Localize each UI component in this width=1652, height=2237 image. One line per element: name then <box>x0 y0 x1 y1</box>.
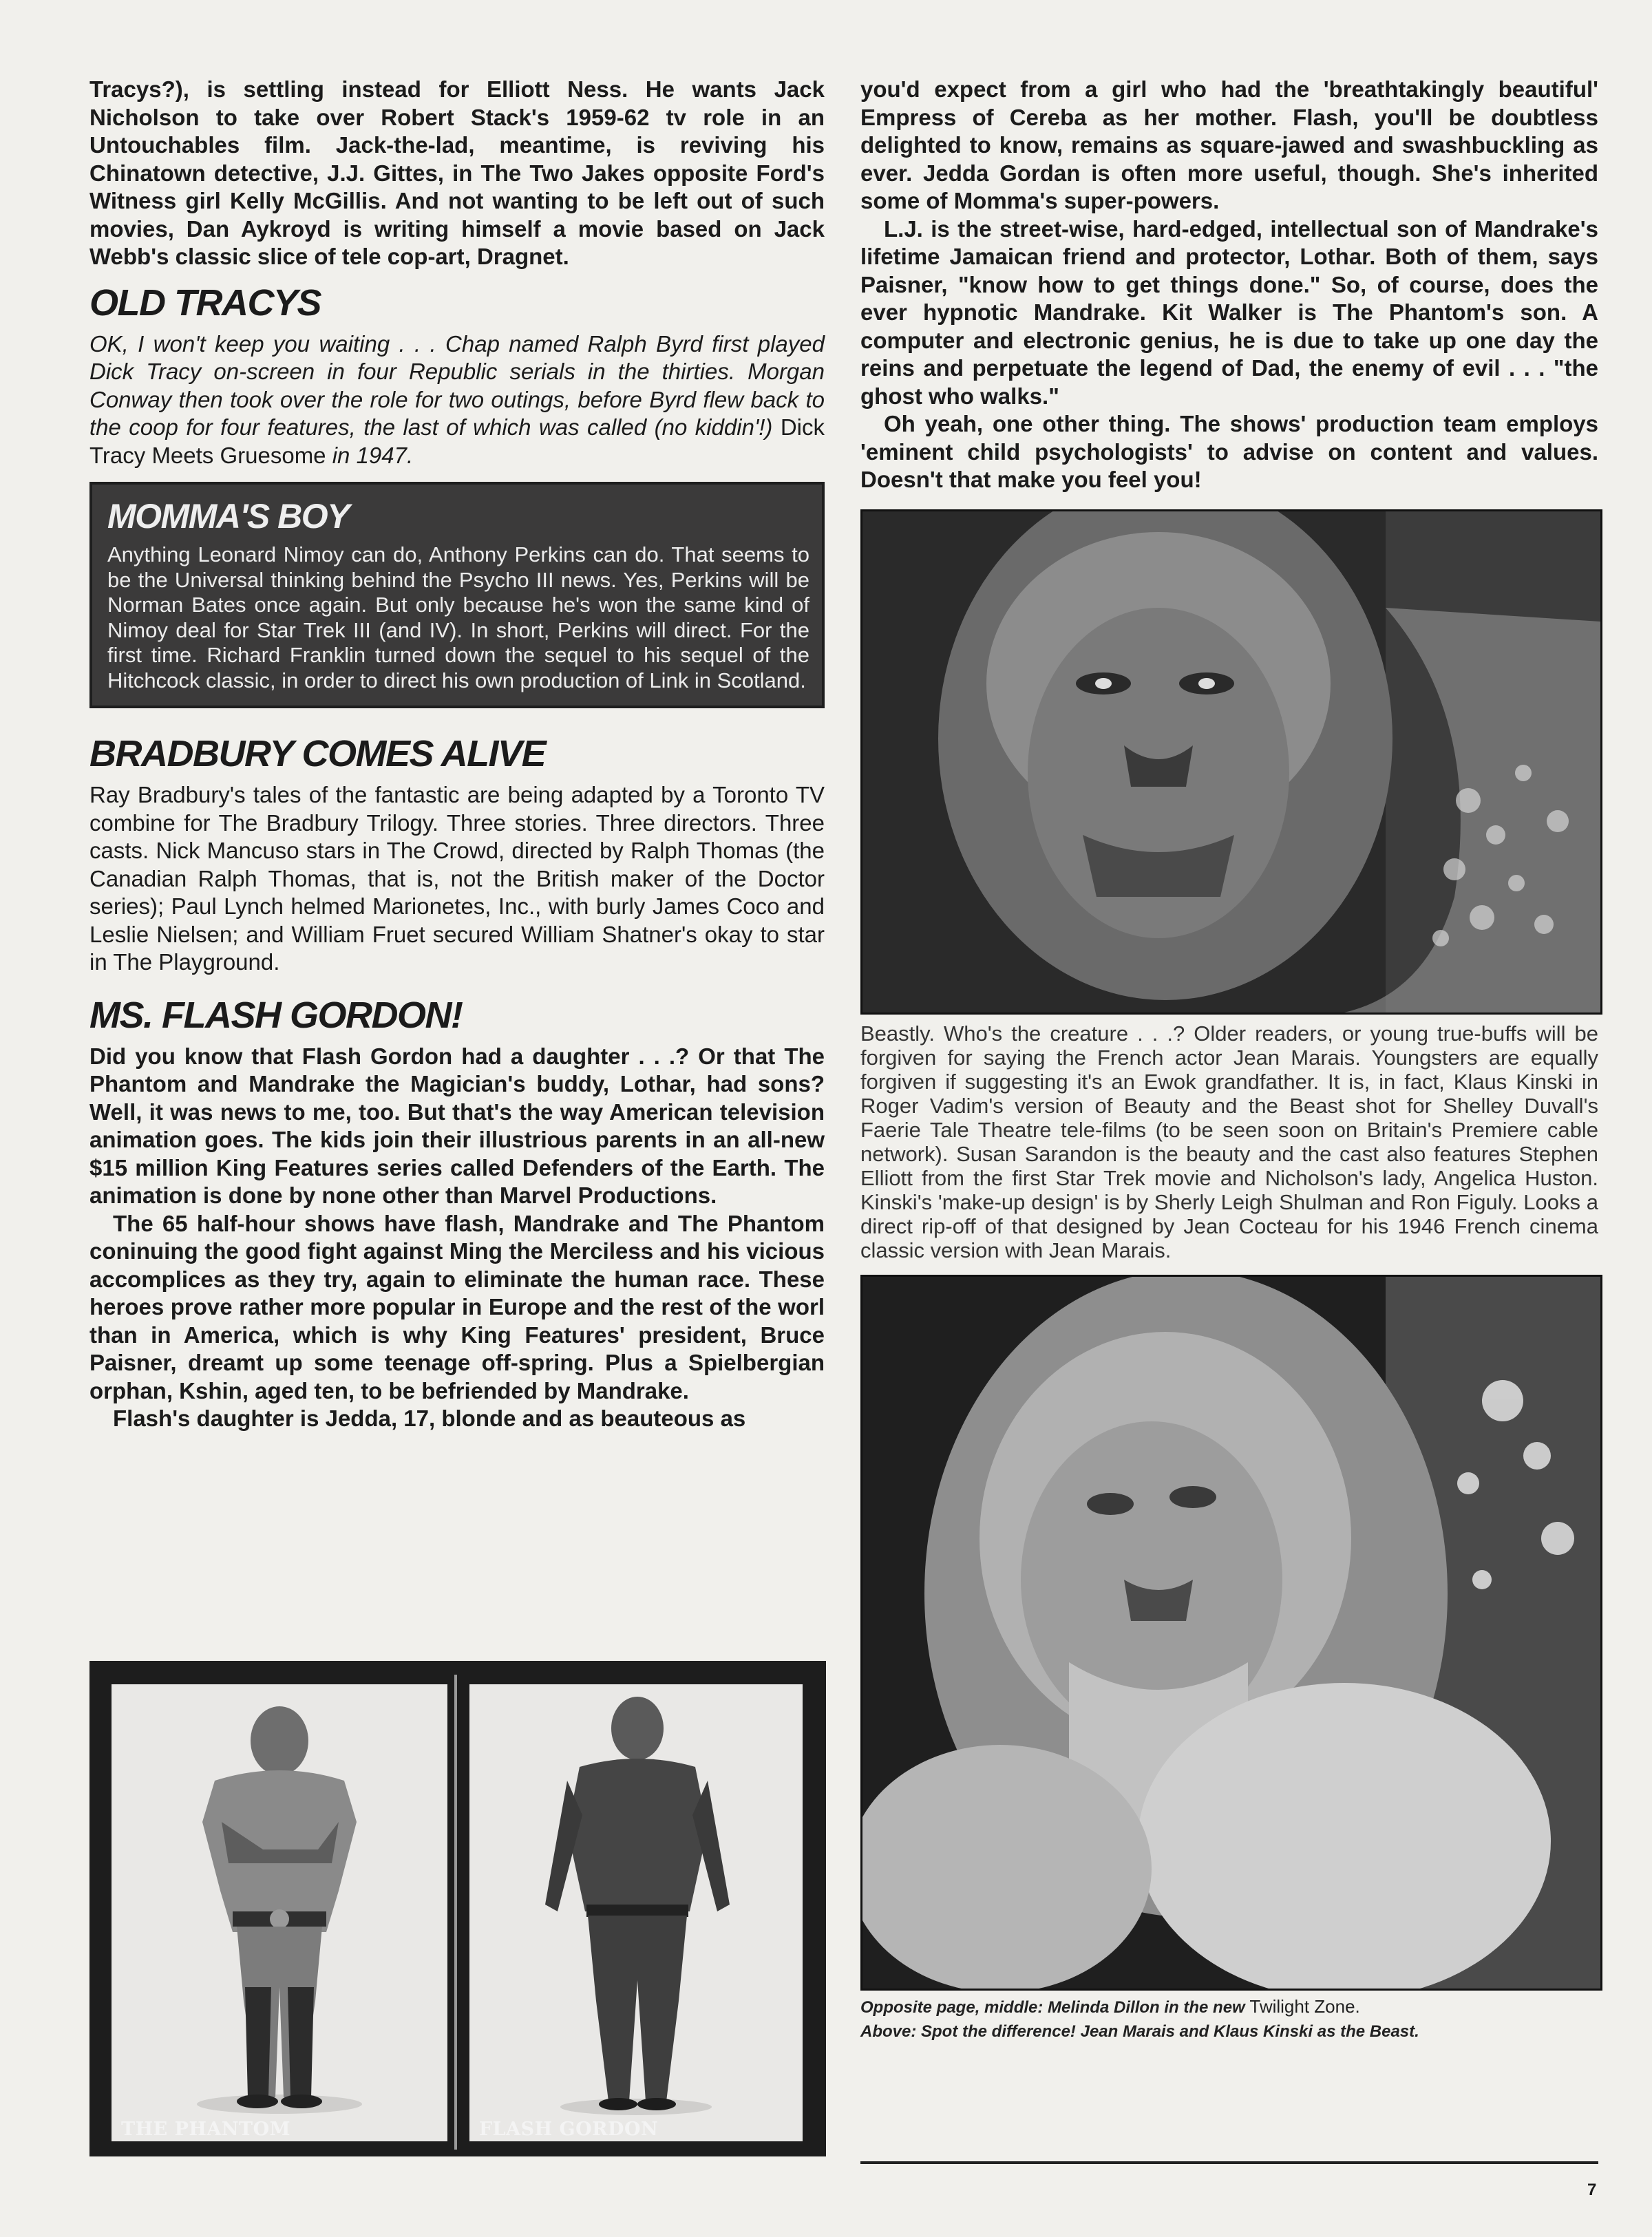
beast-photo-top <box>860 509 1602 1015</box>
phantom-figure-icon <box>112 1684 447 2141</box>
beast-face-icon <box>862 511 1600 1013</box>
caption2-line-2: Above: Spot the difference! Jean Marais and Klaus Kinski as the Beast. <box>860 2022 1419 2041</box>
mommas-boy-paragraph: Anything Leonard Nimoy can do, Anthony Perkins can do. That seems to be the Universal thinking behind the Psycho III news. Yes, Perkins will be Norman Bates once again. But only because he's won the same kind of Nimoy deal for Star Trek III (and IV). In short, Perkins will direct. For the first time. Richard Franklin turned down the sequel to his sequel of the Hitchcock classic, in order to direct his own production of Link in Scotland. <box>107 542 809 692</box>
left-column <box>89 76 825 1433</box>
heading-old-tracys: OLD TRACYS <box>89 282 321 324</box>
old-tracys-year: in 1947. <box>332 442 414 468</box>
beast-caption-2 <box>860 1995 1598 2044</box>
right-paragraph-1: you'd expect from a girl who had the 'breathtakingly beautiful' Empress of Cereba as her mother. Flash, you'll be doubtless delighted to know, remains as square-jawed and swashbuckling as ever. Jedda Gordan is often more useful, though. She's inherited some of Momma's super-powers. <box>860 76 1598 213</box>
intro-paragraph: Tracys?), is settling instead for Elliott Ness. He wants Jack Nicholson to take over Robert Stack's 1959-62 tv role in an Untouchables film. Jack-the-lad, meantime, is reviving his Chinatown detective, J.J. Gittes, in The Two Jakes opposite Ford's Witness girl Kelly McGillis. And not wanting to be left out of such movies, Dan Aykroyd is writing himself a movie based on Jack Webb's classic slice of tele cop-art, Dragnet. <box>89 76 825 269</box>
old-tracys-paragraph <box>89 330 825 470</box>
beast-caption-text: Beastly. Who's the creature . . .? Older readers, or young true-buffs will be forgiven for saying the French actor Jean Marais. Youngsters are equally forgiven if suggesting it's an Ewok grandfather. It is, in fact, Klaus Kinski in Roger Vadim's version of Beauty and the Beast shot for Shelley Duvall's Faerie Tale Theatre tele-films (to be seen soon on Britain's Premiere cable network). Susan Sarandon is the beauty and the cast also features Stephen Elliott from the first Star Trek movie and Nicholson's lady, Angelica Huston. Kinski's 'make-up design' is by Sherly Leigh Shulman and Ron Figuly. Looks a direct rip-off of that designed by Jean Cocteau for his 1946 French cinema classic version with Jean Marais. <box>860 1021 1598 1262</box>
beast-portrait-icon <box>862 1277 1600 1989</box>
caption2-title: Twilight Zone. <box>1249 1995 1360 2017</box>
phantom-image <box>112 1684 447 2141</box>
page-number: 7 <box>1587 2181 1597 2199</box>
caption2-line-1-text: Opposite page, middle: Melinda Dillon in the new <box>860 1997 1245 2017</box>
heading-ms-flash-gordon: MS. FLASH GORDON! <box>89 994 463 1036</box>
right-column <box>860 76 1598 2044</box>
caption2-line-1 <box>860 1995 1598 2019</box>
beast-photo-bottom <box>860 1275 1602 1991</box>
phantom-label: THE PHANTOM <box>121 2119 291 2140</box>
old-tracys-text: OK, I won't keep you waiting . . . Chap named Ralph Byrd first played Dick Tracy on-screen in four Republic serials in the thirties. Morgan Conway then took over the role for two outings, before Byrd flew back to the coop for four features, the last of which was called (no kiddin'!) <box>89 330 825 440</box>
bradbury-paragraph: Ray Bradbury's tales of the fantastic are being adapted by a Toronto TV combine for The Bradbury Trilogy. Three stories. Three directors. Three casts. Nick Mancuso stars in The Crowd, directed by Ralph Thomas (the Canadian Ralph Thomas, that is, not the British maker of the Doctor series); Paul Lynch helmed Marionetes, Inc., with burly James Coco and Leslie Nielsen; and William Fruet secured William Shatner's okay to star in The Playground. <box>89 782 825 975</box>
right-paragraph-2: L.J. is the street-wise, hard-edged, intellectual son of Mandrake's lifetime Jamaican friend and protector, Lothar. Both of them, says Paisner, "know how to get things done." So, of course, does the ever hypnotic Mandrake. Kit Walker is The Phantom's son. A computer and electronic genius, he is due to take up one day the reins and perpetuate the legend of Dad, the enemy of evil . . . "the ghost who walks." <box>860 215 1598 409</box>
flash-paragraph-3: Flash's daughter is Jedda, 17, blonde and as beauteous as <box>113 1406 746 1431</box>
character-panel <box>89 1661 826 2156</box>
flash-gordon-label: FLASH GORDON <box>479 2119 659 2140</box>
bottom-rule <box>860 2161 1598 2164</box>
heading-mommas-boy: MOMMA'S BOY <box>107 497 349 536</box>
right-paragraph-3: Oh yeah, one other thing. The shows' production team employs 'eminent child psychologists' to advise on content and values. Doesn't that make you feel you! <box>860 411 1598 492</box>
mommas-boy-box <box>89 482 825 708</box>
flash-gordon-image <box>469 1684 803 2141</box>
beast-caption <box>860 1021 1598 1262</box>
flash-paragraph-2: The 65 half-hour shows have flash, Mandrake and The Phantom coninuing the good fight against Ming the Merciless and his vicious accomplices as they try, again to eliminate the human race. These heroes prove rather more popular in Europe and the rest of the worl than in America, which is why King Features' president, Bruce Paisner, dreamt up some teenage off-spring. Plus a Spielbergian orphan, Kshin, aged ten, to be befriended by Mandrake. <box>89 1210 825 1403</box>
heading-bradbury: BRADBURY COMES ALIVE <box>89 733 546 774</box>
old-tracys-film-title: Dick Tracy Meets Gruesome <box>89 414 825 468</box>
flash-paragraph-1: Did you know that Flash Gordon had a daughter . . .? Or that The Phantom and Mandrake the Magician's buddy, Lothar, had sons? Well, it was news to me, too. But that's the way American television animation goes. The kids join their illustrious parents in an all-new $15 million King Features series called Defenders of the Earth. The animation is done by none other than Marvel Productions. <box>89 1043 825 1208</box>
flash-gordon-figure-icon <box>469 1684 803 2141</box>
